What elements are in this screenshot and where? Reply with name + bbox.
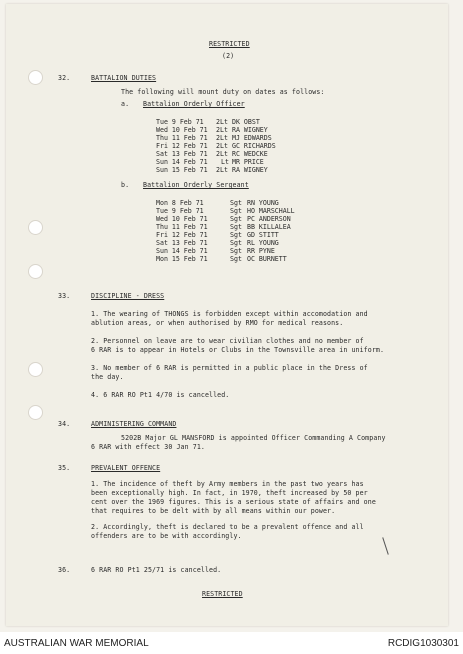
paragraph-line: that requires to be delt with by all means within our power. [91,507,336,515]
punch-hole [28,264,43,279]
paragraph-line: 2. Personnel on leave are to wear civilian clothes and no member of [91,337,364,345]
archive-name: AUSTRALIAN WAR MEMORIAL [4,638,149,649]
section-title: BATTALION DUTIES [91,74,157,82]
section-number: 33. [58,292,71,300]
subsection-label: a. [121,100,130,108]
section-title: DISCIPLINE - DRESS [91,292,165,300]
paragraph-line: ablution areas, or when authorised by RMO for medical reasons. [91,319,344,327]
paragraph-line: 2. Accordingly, theft is declared to be a prevalent offence and all [91,523,364,531]
section-number: 36. [58,566,71,574]
page-number: (2) [222,52,235,60]
subsection-title: Battalion Orderly Sergeant [143,181,249,189]
section-number: 32. [58,74,71,82]
section-number: 34. [58,420,71,428]
paragraph-line: 6 RAR with effect 30 Jan 71. [91,443,205,451]
section-title: PREVALENT OFFENCE [91,464,161,472]
header-classification: RESTRICTED [209,40,250,48]
paragraph-line: been exceptionally high. In fact, in 1970, theft increased by 50 per [91,489,368,497]
paragraph-line: 5202B Major GL MANSFORD is appointed Officer Commanding A Company [121,434,386,442]
paragraph-line: cent over the 1969 figures. This is a serious state of affairs and one [91,498,376,506]
paragraph-line: 6 RAR is to appear in Hotels or Clubs in the Townsville area in uniform. [91,346,385,354]
section-intro: The following will mount duty on dates as follows: [121,88,325,96]
section-title: ADMINISTERING COMMAND [91,420,177,428]
punch-hole [28,405,43,420]
archive-footer [0,632,463,654]
paragraph-line: offenders are to be with accordingly. [91,532,242,540]
section-number: 35. [58,464,71,472]
paragraph-line: 1. The wearing of THONGS is forbidden except within accomodation and [91,310,368,318]
footer-classification: RESTRICTED [202,590,243,598]
punch-hole [28,362,43,377]
archive-id: RCDIG1030301 [387,638,459,649]
punch-hole [28,70,43,85]
paragraph-line: the day. [91,373,124,381]
paragraph-line: 1. The incidence of theft by Army members in the past two years has [91,480,364,488]
subsection-title: Battalion Orderly Officer [143,100,245,108]
paragraph-line: 4. 6 RAR RO Pt1 4/70 is cancelled. [91,391,230,399]
paragraph-line: 3. No member of 6 RAR is permitted in a public place in the Dress of [91,364,368,372]
subsection-label: b. [121,181,130,189]
paragraph-line: 6 RAR RO Pt1 25/71 is cancelled. [91,566,222,574]
punch-hole [28,220,43,235]
